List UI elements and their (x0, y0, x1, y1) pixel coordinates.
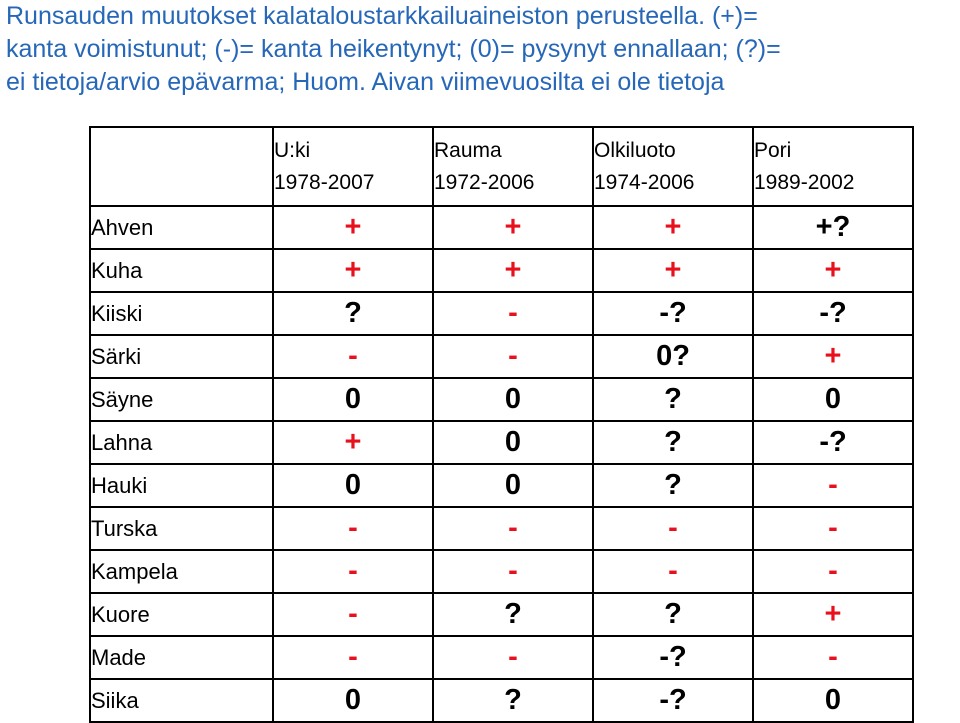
table-row (90, 679, 913, 722)
column-header-pori (753, 127, 913, 206)
species-name: Made (90, 636, 273, 679)
trend-value-cell: ? (593, 464, 753, 507)
trend-value-cell: + (753, 593, 913, 636)
trend-value-cell: -? (593, 292, 753, 335)
species-name: Kuha (90, 249, 273, 292)
heading-line-2: kanta voimistunut; (-)= kanta heikentynyt; (0)= pysynyt ennallaan; (?)= (6, 35, 781, 63)
column-name: Olkiluoto (594, 138, 676, 162)
species-name: Siika (90, 679, 273, 722)
empty-corner-cell (90, 127, 273, 206)
column-header-olkiluoto (593, 127, 753, 206)
trend-value-cell: + (273, 249, 433, 292)
table-row (90, 464, 913, 507)
trend-value-cell: - (273, 507, 433, 550)
heading-line-3: ei tietoja/arvio epävarma; Huom. Aivan viimevuosilta ei ole tietoja (6, 68, 725, 96)
table-row (90, 421, 913, 464)
column-name: Pori (754, 138, 792, 162)
table-row (90, 550, 913, 593)
trend-value-cell: ? (273, 292, 433, 335)
population-change-table (89, 126, 914, 723)
column-years: 1978-2007 (274, 170, 375, 194)
table-row (90, 335, 913, 378)
trend-value-cell: - (753, 550, 913, 593)
column-header-rauma (433, 127, 593, 206)
species-name: Turska (90, 507, 273, 550)
trend-value-cell: + (593, 206, 753, 249)
trend-value-cell: +? (753, 206, 913, 249)
table-row (90, 206, 913, 249)
species-name: Särki (90, 335, 273, 378)
table-row (90, 249, 913, 292)
trend-value-cell: ? (593, 378, 753, 421)
trend-value-cell: - (433, 335, 593, 378)
trend-value-cell: -? (593, 636, 753, 679)
column-years: 1989-2002 (754, 170, 855, 194)
trend-value-cell: 0 (433, 464, 593, 507)
trend-value-cell: + (433, 249, 593, 292)
trend-value-cell: 0 (273, 679, 433, 722)
trend-value-cell: - (433, 507, 593, 550)
trend-value-cell: + (593, 249, 753, 292)
trend-value-cell: ? (593, 421, 753, 464)
trend-value-cell: -? (753, 421, 913, 464)
species-name: Kampela (90, 550, 273, 593)
trend-value-cell: 0 (273, 464, 433, 507)
page-heading (6, 0, 956, 99)
trend-value-cell: 0 (433, 421, 593, 464)
trend-value-cell: ? (433, 679, 593, 722)
species-name: Kuore (90, 593, 273, 636)
species-name: Hauki (90, 464, 273, 507)
trend-value-cell: 0 (753, 378, 913, 421)
trend-value-cell: 0? (593, 335, 753, 378)
trend-value-cell: + (273, 206, 433, 249)
trend-value-cell: ? (593, 593, 753, 636)
heading-line-1: Runsauden muutokset kalataloustarkkailuaineiston perusteella. (+)= (6, 2, 758, 30)
trend-value-cell: - (433, 636, 593, 679)
trend-value-cell: 0 (433, 378, 593, 421)
trend-value-cell: - (433, 292, 593, 335)
trend-value-cell: - (753, 636, 913, 679)
table-row (90, 507, 913, 550)
trend-value-cell: 0 (273, 378, 433, 421)
trend-value-cell: + (273, 421, 433, 464)
column-name: Rauma (434, 138, 502, 162)
species-name: Lahna (90, 421, 273, 464)
species-name: Säyne (90, 378, 273, 421)
trend-value-cell: - (433, 550, 593, 593)
table-row (90, 636, 913, 679)
trend-value-cell: - (753, 507, 913, 550)
trend-value-cell: - (593, 507, 753, 550)
table-row (90, 378, 913, 421)
trend-value-cell: + (753, 249, 913, 292)
trend-value-cell: - (273, 335, 433, 378)
trend-value-cell: ? (433, 593, 593, 636)
trend-value-cell: - (593, 550, 753, 593)
species-name: Ahven (90, 206, 273, 249)
trend-value-cell: - (273, 636, 433, 679)
trend-value-cell: -? (753, 292, 913, 335)
trend-value-cell: - (273, 593, 433, 636)
trend-value-cell: + (753, 335, 913, 378)
table-header-row (90, 127, 913, 206)
trend-value-cell: -? (593, 679, 753, 722)
table-row (90, 292, 913, 335)
trend-value-cell: - (273, 550, 433, 593)
column-years: 1972-2006 (434, 170, 535, 194)
trend-value-cell: + (433, 206, 593, 249)
trend-value-cell: 0 (753, 679, 913, 722)
column-header-uki (273, 127, 433, 206)
trend-value-cell: - (753, 464, 913, 507)
table-row (90, 593, 913, 636)
species-name: Kiiski (90, 292, 273, 335)
column-name: U:ki (274, 138, 311, 162)
column-years: 1974-2006 (594, 170, 695, 194)
